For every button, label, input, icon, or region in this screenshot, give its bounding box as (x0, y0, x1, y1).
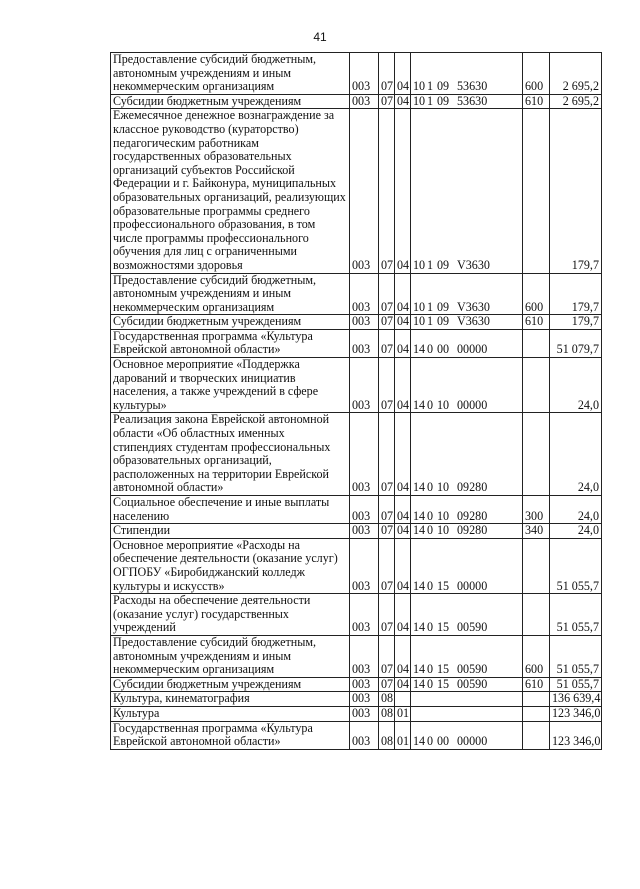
row-expense-type: 340 (523, 524, 550, 539)
row-name: Предоставление субсидий бюджетным, автономным учреждениям и иным некоммерческим организациям (111, 635, 350, 677)
row-target-article (411, 692, 523, 707)
row-program: 14 (413, 662, 426, 677)
row-program: 14 (413, 523, 426, 538)
table-row (111, 538, 602, 593)
row-subsection: 04 (395, 329, 411, 357)
row-direction: 09 (437, 79, 450, 94)
table-row (111, 329, 602, 357)
row-section: 07 (379, 109, 395, 273)
row-subprogram: 1 (427, 314, 434, 329)
row-article: 09280 (457, 480, 488, 495)
row-program: 10 (413, 257, 426, 272)
row-direction: 10 (437, 397, 450, 412)
row-target-article (411, 273, 523, 315)
row-admin-code: 003 (350, 538, 379, 593)
row-name: Субсидии бюджетным учреждениям (111, 677, 350, 692)
row-subsection: 04 (395, 524, 411, 539)
row-program: 10 (413, 79, 426, 94)
row-direction: 10 (437, 523, 450, 538)
row-admin-code: 003 (350, 53, 379, 95)
row-sum: 51 079,7 (550, 329, 602, 357)
row-section: 07 (379, 677, 395, 692)
row-sum: 24,0 (550, 496, 602, 524)
row-article: 00000 (457, 578, 488, 593)
row-subprogram: 0 (427, 734, 434, 749)
row-program: 14 (413, 342, 426, 357)
row-program: 14 (413, 397, 426, 412)
row-target-article (411, 329, 523, 357)
row-subprogram: 0 (427, 397, 434, 412)
row-subsection: 04 (395, 635, 411, 677)
row-name: Государственная программа «Культура Еврейской автономной области» (111, 329, 350, 357)
row-section: 07 (379, 273, 395, 315)
row-sum: 51 055,7 (550, 677, 602, 692)
row-section: 07 (379, 524, 395, 539)
row-sum: 123 346,0 (550, 721, 602, 749)
row-direction: 15 (437, 662, 450, 677)
row-admin-code: 003 (350, 594, 379, 636)
row-subprogram: 0 (427, 508, 434, 523)
row-article: 00590 (457, 662, 488, 677)
row-subprogram: 1 (427, 257, 434, 272)
row-name: Основное мероприятие «Поддержка дарований и творческих инициатив населения, а также учреждений в сфере культуры» (111, 358, 350, 413)
row-program: 14 (413, 480, 426, 495)
row-subprogram: 0 (427, 662, 434, 677)
row-name: Основное мероприятие «Расходы на обеспечение деятельности (оказание услуг) ОГПОБУ «Биробиджанский колледж культуры и искусств» (111, 538, 350, 593)
row-expense-type: 610 (523, 315, 550, 330)
row-section: 07 (379, 315, 395, 330)
row-direction: 15 (437, 677, 450, 691)
row-sum: 2 695,2 (550, 94, 602, 109)
row-sum: 136 639,4 (550, 692, 602, 707)
row-subsection: 04 (395, 358, 411, 413)
row-target-article (411, 594, 523, 636)
row-sum: 24,0 (550, 413, 602, 496)
row-target-article (411, 538, 523, 593)
row-sum: 179,7 (550, 109, 602, 273)
row-subprogram: 0 (427, 523, 434, 538)
row-target-article (411, 358, 523, 413)
row-direction: 09 (437, 94, 450, 108)
row-program: 14 (413, 734, 426, 749)
row-article: 00590 (457, 620, 488, 635)
row-direction: 15 (437, 578, 450, 593)
row-admin-code: 003 (350, 635, 379, 677)
row-admin-code: 003 (350, 677, 379, 692)
row-expense-type (523, 358, 550, 413)
row-target-article (411, 635, 523, 677)
row-admin-code: 003 (350, 358, 379, 413)
row-section: 07 (379, 358, 395, 413)
row-article: 00000 (457, 397, 488, 412)
table-row (111, 692, 602, 707)
row-program: 14 (413, 620, 426, 635)
row-name: Государственная программа «Культура Еврейской автономной области» (111, 721, 350, 749)
row-expense-type: 600 (523, 635, 550, 677)
row-name: Реализация закона Еврейской автономной области «Об областных именных стипендиях студентам профессиональных образовательных организаций, расположенных на территории Еврейской автономной области» (111, 413, 350, 496)
row-target-article (411, 109, 523, 273)
table-row (111, 706, 602, 721)
row-section: 08 (379, 706, 395, 721)
row-sum: 51 055,7 (550, 635, 602, 677)
page-number: 41 (313, 30, 327, 44)
row-expense-type: 600 (523, 273, 550, 315)
row-target-article (411, 94, 523, 109)
row-subsection: 04 (395, 273, 411, 315)
row-expense-type (523, 329, 550, 357)
table-row (111, 524, 602, 539)
row-subprogram: 1 (427, 94, 434, 108)
row-expense-type: 300 (523, 496, 550, 524)
row-section: 08 (379, 721, 395, 749)
row-admin-code: 003 (350, 721, 379, 749)
table-row (111, 94, 602, 109)
row-sum: 2 695,2 (550, 53, 602, 95)
budget-table (110, 52, 602, 750)
row-target-article (411, 706, 523, 721)
row-subsection: 01 (395, 721, 411, 749)
row-direction: 00 (437, 342, 450, 357)
row-admin-code: 003 (350, 315, 379, 330)
row-name: Культура, кинематография (111, 692, 350, 707)
row-name: Ежемесячное денежное вознаграждение за классное руководство (кураторство) педагогическим работникам государственных образовательных организаций субъектов Российской Федерации и г. Байконура, муниципальных образовательных организаций, реализующих образовательные программы среднего профессионального образования, в том числе программы профессионального обучения для лиц с ограниченными возможностями здоровья (111, 109, 350, 273)
row-subprogram: 0 (427, 480, 434, 495)
row-sum: 123 346,0 (550, 706, 602, 721)
table-row (111, 315, 602, 330)
row-expense-type (523, 109, 550, 273)
row-expense-type (523, 538, 550, 593)
row-subsection: 04 (395, 594, 411, 636)
row-subprogram: 0 (427, 620, 434, 635)
row-subsection: 01 (395, 706, 411, 721)
row-target-article (411, 315, 523, 330)
row-article: V3630 (457, 257, 490, 272)
row-section: 07 (379, 594, 395, 636)
row-program: 10 (413, 94, 426, 108)
row-expense-type: 600 (523, 53, 550, 95)
row-section: 07 (379, 538, 395, 593)
row-subprogram: 0 (427, 342, 434, 357)
row-expense-type (523, 692, 550, 707)
row-subprogram: 1 (427, 79, 434, 94)
table-row (111, 53, 602, 95)
row-section: 07 (379, 496, 395, 524)
row-name: Культура (111, 706, 350, 721)
row-admin-code: 003 (350, 706, 379, 721)
row-name: Социальное обеспечение и иные выплаты населению (111, 496, 350, 524)
table-row (111, 273, 602, 315)
row-expense-type (523, 413, 550, 496)
row-name: Субсидии бюджетным учреждениям (111, 315, 350, 330)
table-row (111, 721, 602, 749)
row-target-article (411, 677, 523, 692)
row-sum: 51 055,7 (550, 594, 602, 636)
table-row (111, 677, 602, 692)
table-row (111, 413, 602, 496)
row-program: 14 (413, 508, 426, 523)
row-name: Стипендии (111, 524, 350, 539)
row-article: 00590 (457, 677, 488, 691)
row-direction: 00 (437, 734, 450, 749)
row-subsection: 04 (395, 413, 411, 496)
row-name: Предоставление субсидий бюджетным, автономным учреждениям и иным некоммерческим организациям (111, 53, 350, 95)
row-expense-type: 610 (523, 94, 550, 109)
row-direction: 10 (437, 480, 450, 495)
row-sum: 24,0 (550, 358, 602, 413)
row-subsection: 04 (395, 315, 411, 330)
row-sum: 179,7 (550, 315, 602, 330)
row-subprogram: 1 (427, 299, 434, 314)
row-target-article (411, 53, 523, 95)
row-section: 07 (379, 329, 395, 357)
row-admin-code: 003 (350, 329, 379, 357)
table-row (111, 358, 602, 413)
table-row (111, 496, 602, 524)
row-subsection (395, 692, 411, 707)
row-admin-code: 003 (350, 692, 379, 707)
row-program: 10 (413, 314, 426, 329)
row-program: 14 (413, 578, 426, 593)
row-program: 14 (413, 677, 426, 691)
row-article: 00000 (457, 734, 488, 749)
row-subprogram: 0 (427, 578, 434, 593)
row-direction: 09 (437, 257, 450, 272)
row-sum: 51 055,7 (550, 538, 602, 593)
row-section: 07 (379, 94, 395, 109)
row-article: V3630 (457, 314, 490, 329)
row-program: 10 (413, 299, 426, 314)
row-sum: 24,0 (550, 524, 602, 539)
row-section: 07 (379, 53, 395, 95)
row-article: 53630 (457, 79, 488, 94)
row-subprogram: 0 (427, 677, 434, 691)
row-target-article (411, 413, 523, 496)
table-row (111, 635, 602, 677)
row-article: V3630 (457, 299, 490, 314)
row-admin-code: 003 (350, 524, 379, 539)
row-subsection: 04 (395, 53, 411, 95)
row-subsection: 04 (395, 538, 411, 593)
row-section: 07 (379, 413, 395, 496)
row-direction: 09 (437, 314, 450, 329)
table-row (111, 594, 602, 636)
budget-table-body (111, 53, 602, 750)
table-row (111, 109, 602, 273)
row-target-article (411, 496, 523, 524)
row-article: 09280 (457, 508, 488, 523)
row-direction: 10 (437, 508, 450, 523)
row-section: 07 (379, 635, 395, 677)
row-admin-code: 003 (350, 413, 379, 496)
row-name: Расходы на обеспечение деятельности (оказание услуг) государственных учреждений (111, 594, 350, 636)
row-sum: 179,7 (550, 273, 602, 315)
row-expense-type (523, 706, 550, 721)
row-article: 09280 (457, 523, 488, 538)
row-subsection: 04 (395, 677, 411, 692)
row-admin-code: 003 (350, 496, 379, 524)
row-expense-type (523, 721, 550, 749)
row-subsection: 04 (395, 109, 411, 273)
row-expense-type: 610 (523, 677, 550, 692)
row-subsection: 04 (395, 496, 411, 524)
row-section: 08 (379, 692, 395, 707)
row-admin-code: 003 (350, 109, 379, 273)
row-admin-code: 003 (350, 94, 379, 109)
row-target-article (411, 524, 523, 539)
row-expense-type (523, 594, 550, 636)
row-name: Субсидии бюджетным учреждениям (111, 94, 350, 109)
row-direction: 15 (437, 620, 450, 635)
row-name: Предоставление субсидий бюджетным, автономным учреждениям и иным некоммерческим организациям (111, 273, 350, 315)
row-target-article (411, 721, 523, 749)
row-direction: 09 (437, 299, 450, 314)
row-article: 00000 (457, 342, 488, 357)
row-admin-code: 003 (350, 273, 379, 315)
row-article: 53630 (457, 94, 488, 108)
row-subsection: 04 (395, 94, 411, 109)
